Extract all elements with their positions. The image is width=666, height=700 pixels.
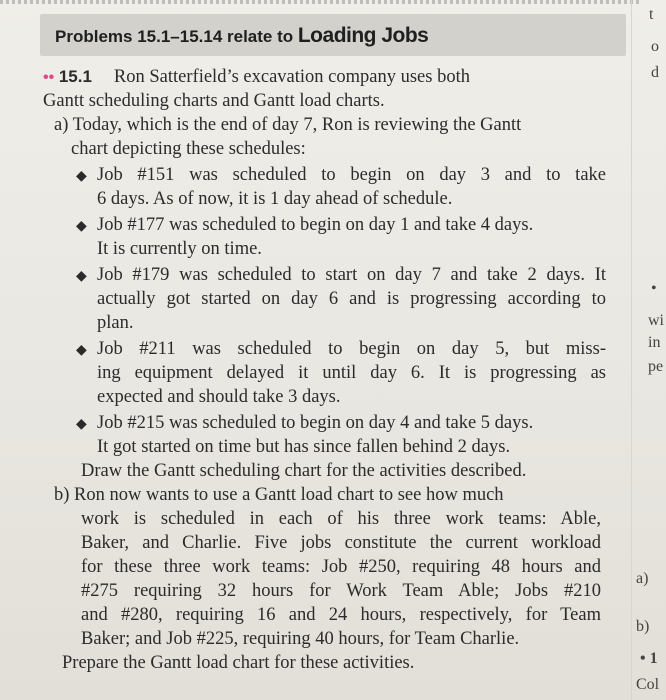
margin-fragment-d: d [651, 64, 659, 81]
job-177-line-1: Job #177 was scheduled to begin on day 1 and take 4 days. [97, 215, 534, 235]
margin-fragment-wi: wi [648, 312, 664, 329]
part-b-line-2: work is scheduled in each of his three work teams: Able, [81, 509, 601, 529]
bullet-diamond-icon: ◆ [76, 343, 87, 358]
margin-fragment-a: a) [636, 570, 649, 587]
part-a-line-2: chart depicting these schedules: [71, 139, 306, 159]
job-151-line-1: Job #151 was scheduled to begin on day 3 and to take [97, 165, 606, 185]
part-b-line-6: and #280, requiring 16 and 24 hours, respectively, for Team [81, 605, 601, 625]
bullet-diamond-icon: ◆ [76, 169, 87, 184]
margin-fragment-b: b) [636, 618, 650, 635]
page-top-perforation [0, 0, 640, 4]
margin-fragment-in: in [648, 334, 661, 351]
margin-fragment-col: Col [636, 676, 660, 693]
margin-fragment-pe: pe [648, 358, 664, 375]
bullet-diamond-icon: ◆ [76, 269, 87, 284]
part-b-line-7: Baker; and Job #225, requiring 40 hours, for Team Charlie. [81, 629, 520, 649]
problem-intro-text-1: Ron Satterfield’s excavation company uses both [113, 67, 470, 87]
job-211-line-2: ing equipment delayed it until day 6. It is progressing as [97, 363, 606, 383]
margin-fragment-dot: • [651, 280, 657, 297]
job-215-line-1: Job #215 was scheduled to begin on day 4 and take 5 days. [97, 413, 534, 433]
bullet-diamond-icon: ◆ [76, 219, 87, 234]
problem-intro-line-1 [43, 66, 613, 89]
job-211-line-1: Job #211 was scheduled to begin on day 5, but miss- [97, 339, 606, 359]
part-b-line-3: Baker, and Charlie. Five jobs constitute the current workload [81, 533, 601, 553]
part-b-closing: Prepare the Gantt load chart for these activities. [62, 653, 415, 673]
job-179-line-3: plan. [97, 313, 134, 333]
problem-number: 15.1 [58, 67, 92, 86]
part-a-closing: Draw the Gantt scheduling chart for the activities described. [81, 461, 527, 481]
part-a-line-1: a) Today, which is the end of day 7, Ron is reviewing the Gantt [54, 115, 522, 135]
header-title-prefix: Problems 15.1–15.14 relate to [55, 27, 298, 46]
part-b-line-5: #275 requiring 32 hours for Work Team Able; Jobs #210 [81, 581, 601, 601]
part-b-line-4: for these three work teams: Job #250, requiring 48 hours and [81, 557, 601, 577]
margin-fragment-1: • 1 [640, 650, 658, 667]
job-215-line-2: It got started on time but has since fallen behind 2 days. [97, 437, 511, 457]
margin-fragment-t: t [649, 6, 654, 23]
page-gutter-divider [631, 0, 632, 700]
header-title-emphasis: Loading Jobs [297, 24, 429, 47]
part-b-line-1: b) Ron now wants to use a Gantt load chart to see how much [54, 485, 504, 505]
job-179-line-2: actually got started on day 6 and is progressing according to [97, 289, 606, 309]
margin-fragment-o: o [651, 38, 659, 55]
job-179-line-1: Job #179 was scheduled to start on day 7 and take 2 days. It [97, 265, 606, 285]
job-177-line-2: It is currently on time. [97, 239, 262, 259]
difficulty-dots: •• [43, 69, 55, 86]
problem-intro-line-2: Gantt scheduling charts and Gantt load charts. [43, 91, 385, 111]
bullet-diamond-icon: ◆ [76, 417, 87, 432]
job-211-line-3: expected and should take 3 days. [97, 387, 341, 407]
section-header-title [55, 24, 428, 48]
job-151-line-2: 6 days. As of now, it is 1 day ahead of schedule. [97, 189, 453, 209]
